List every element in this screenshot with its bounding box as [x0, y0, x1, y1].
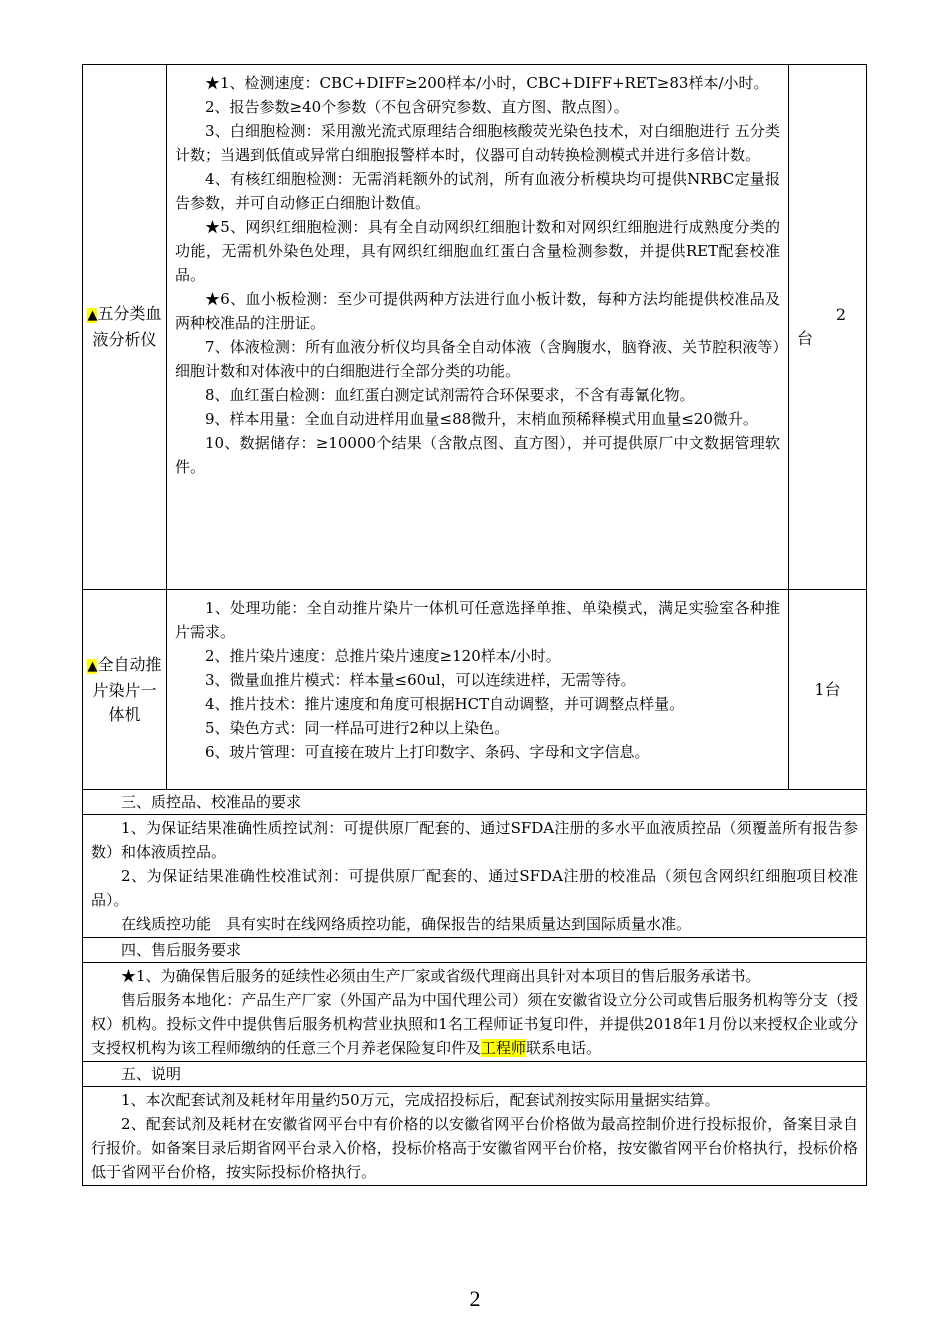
spec-item: ★1、检测速度：CBC+DIFF≥200样本/小时，CBC+DIFF+RET≥83样本/小时。: [205, 74, 769, 92]
equipment-name-cell: [83, 590, 167, 790]
spec-item: 5、染色方式：同一样品可进行2种以上染色。: [205, 719, 510, 737]
section-3-body-row: [83, 815, 867, 938]
section-3-title-row: [83, 790, 867, 815]
section-4-title-row: [83, 938, 867, 963]
highlight-text: 工程师: [481, 1039, 527, 1057]
spec-item: ★6、血小板检测：至少可提供两种方法进行血小板计数，每种方法均能提供校准品及两种校准品的注册证。: [175, 290, 780, 332]
equipment-row-smear: [83, 590, 867, 790]
spec-item: 4、推片技术：推片速度和角度可根据HCT自动调整，并可调整点样量。: [205, 695, 685, 713]
page-number: 2: [469, 1286, 481, 1311]
section-para: 1、为保证结果准确性质控试剂：可提供原厂配套的、通过SFDA注册的多水平血液质控品（须覆盖所有报告参数）和体液质控品。: [91, 819, 858, 861]
spec-item: 2、报告参数≥40个参数（不包含研究参数、直方图、散点图）。: [205, 98, 629, 116]
section-4-body-row: [83, 963, 867, 1062]
section-title: 四、售后服务要求: [83, 938, 867, 963]
section-para: 售后服务本地化：产品生产厂家（外国产品为中国代理公司）须在安徽省设立分公司或售后服务机构等分支（授权）机构。投标文件中提供售后服务机构营业执照和1名工程师证书复印件，并提供2018年1月份以来授权企业或分支授权机构为该工程师缴纳的任意三个月养老保险复印件及工程师联系电话。: [91, 991, 858, 1057]
section-para: 1、本次配套试剂及耗材年用量约50万元，完成招投标后，配套试剂按实际用量据实结算。: [121, 1091, 720, 1109]
equipment-name: 全自动推片染片一体机: [92, 654, 162, 724]
equipment-qty-cell: [789, 65, 867, 590]
qty-unit: 台: [797, 329, 814, 348]
equipment-qty-cell: [789, 590, 867, 790]
spec-item: 4、有核红细胞检测：无需消耗额外的试剂，所有血液分析模块均可提供NRBC定量报告参数，并可自动修正白细胞计数值。: [175, 170, 780, 212]
equipment-spec-cell: [167, 590, 789, 790]
equipment-name: 五分类血液分析仪: [92, 304, 162, 349]
section-body: [83, 963, 867, 1062]
section-5-title-row: [83, 1062, 867, 1087]
section-title: 三、质控品、校准品的要求: [83, 790, 867, 815]
qty-number: 2: [835, 305, 846, 324]
spec-item: 1、处理功能：全自动推片染片一体机可任意选择单推、单染模式，满足实验室各种推片需求。: [175, 599, 780, 641]
spec-item: 3、微量血推片模式：样本量≤60ul，可以连续进样，无需等待。: [205, 671, 636, 689]
spec-item: 7、体液检测：所有血液分析仪均具备全自动体液（含胸腹水，脑脊液、关节腔积液等）细胞计数和对体液中的白细胞进行全部分类的功能。: [175, 338, 780, 380]
spec-item: 8、血红蛋白检测：血红蛋白测定试剂需符合环保要求，不含有毒氰化物。: [205, 386, 695, 404]
section-para: 在线质控功能 具有实时在线网络质控功能，确保报告的结果质量达到国际质量水准。: [121, 915, 692, 933]
equipment-spec-cell: [167, 65, 789, 590]
section-para: 2、配套试剂及耗材在安徽省网平台中有价格的以安徽省网平台价格做为最高控制价进行投标报价，备案目录自行报价。如备案目录后期省网平台录入价格，投标价格高于安徽省网平台价格，按安徽省网平台价格执行，投标价格低于省网平台价格，按实际投标价格执行。: [91, 1115, 858, 1181]
qty-value: 1台: [814, 679, 841, 699]
document-page: [82, 64, 866, 1186]
spec-item: ★5、网织红细胞检测：具有全自动网织红细胞计数和对网织红细胞进行成熟度分类的功能，无需机外染色处理，具有网织红细胞血红蛋白含量检测参数，并提供RET配套校准品。: [175, 218, 780, 284]
section-body: [83, 1087, 867, 1186]
section-body: [83, 815, 867, 938]
spec-item: 3、白细胞检测：采用激光流式原理结合细胞核酸荧光染色技术，对白细胞进行 五分类计数；当遇到低值或异常白细胞报警样本时，仪器可自动转换检测模式并进行多倍计数。: [175, 122, 780, 164]
section-para: ★1、为确保售后服务的延续性必须由生产厂家或省级代理商出具针对本项目的售后服务承诺书。: [121, 967, 761, 985]
section-title: 五、说明: [83, 1062, 867, 1087]
section-5-body-row: [83, 1087, 867, 1186]
requirements-table: [82, 64, 867, 1186]
triangle-mark-icon: ▲: [87, 658, 98, 674]
triangle-mark-icon: ▲: [87, 308, 98, 323]
spec-item: 9、样本用量：全血自动进样用血量≤88微升，末梢血预稀释模式用血量≤20微升。: [205, 410, 758, 428]
equipment-row-analyzer: [83, 65, 867, 590]
equipment-name-cell: [83, 65, 167, 590]
spec-item: 10、数据储存：≥10000个结果（含散点图、直方图），并可提供原厂中文数据管理软件。: [175, 434, 780, 476]
section-para: 2、为保证结果准确性校准试剂：可提供原厂配套的、通过SFDA注册的校准品（须包含网织红细胞项目校准品）。: [91, 867, 858, 909]
spec-item: 6、玻片管理：可直接在玻片上打印数字、条码、字母和文字信息。: [205, 743, 650, 761]
spec-item: 2、推片染片速度：总推片染片速度≥120样本/小时。: [205, 647, 561, 665]
